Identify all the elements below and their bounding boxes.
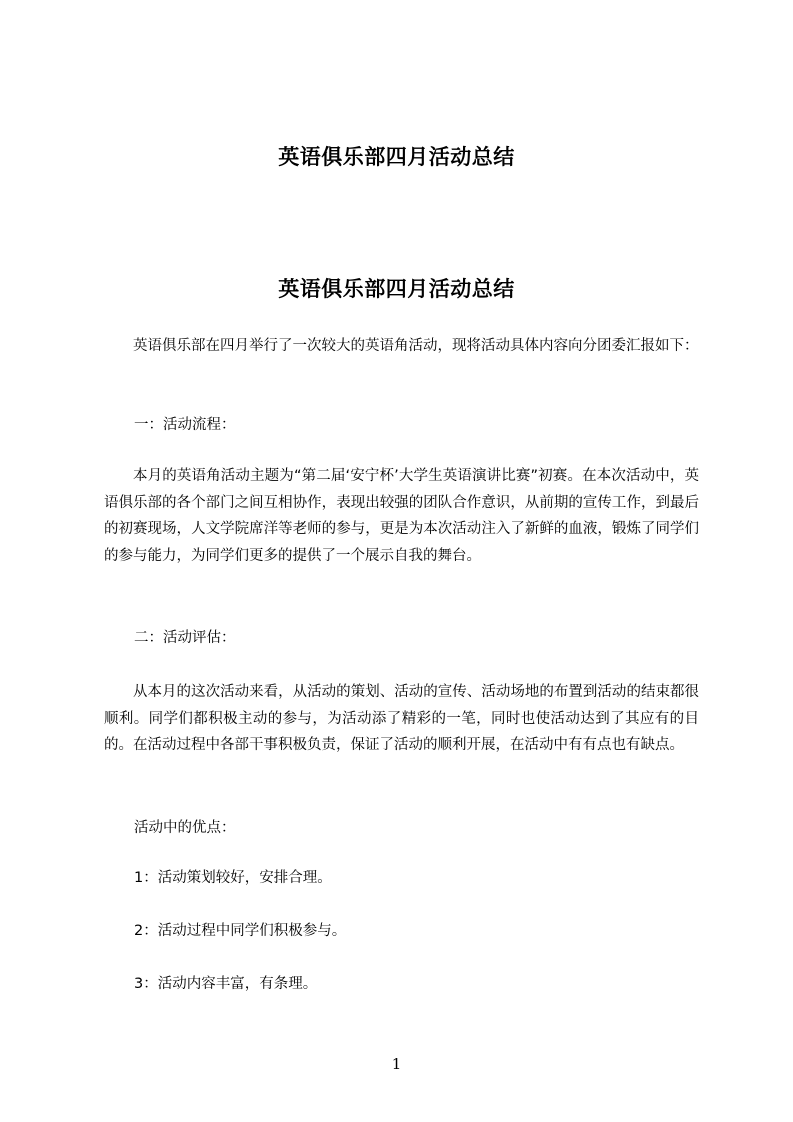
intro-paragraph: 英语俱乐部在四月举行了一次较大的英语角活动，现将活动具体内容向分团委汇报如下： bbox=[133, 338, 699, 354]
process-paragraph: 本月的英语角活动主题为“第二届‘安宁杯’大学生英语演讲比赛”初赛。在本次活动中，英语俱乐部的各个部门之间互相协作，表现出较强的团队合作意识，从前期的宣传工作，到最后的初赛现场，人文学院席洋等老师的参与，更是为本次活动注入了新鲜的血液，锻炼了同学们的参与能力，为同学们更多的提供了一个展示自我的舞台。 bbox=[104, 468, 699, 564]
document-title-top: 英语俱乐部四月活动总结 bbox=[278, 145, 515, 169]
advantages-heading: 活动中的优点： bbox=[134, 820, 236, 836]
advantage-item: 2：活动过程中同学们积极参与。 bbox=[134, 923, 347, 939]
advantage-item: 3：活动内容丰富，有条理。 bbox=[134, 976, 318, 992]
advantage-item: 1：活动策划较好，安排合理。 bbox=[134, 870, 332, 886]
section-heading-process: 一：活动流程： bbox=[134, 417, 236, 433]
document-title-main: 英语俱乐部四月活动总结 bbox=[278, 277, 515, 301]
section-heading-evaluation: 二：活动评估： bbox=[134, 630, 236, 646]
evaluation-paragraph: 从本月的这次活动来看，从活动的策划、活动的宣传、活动场地的布置到活动的结束都很顺利。同学们都积极主动的参与，为活动添了精彩的一笔，同时也使活动达到了其应有的目的。在活动过程中各部干事积极负责，保证了活动的顺利开展，在活动中有有点也有缺点。 bbox=[104, 684, 699, 753]
page-number: 1 bbox=[391, 1055, 402, 1073]
